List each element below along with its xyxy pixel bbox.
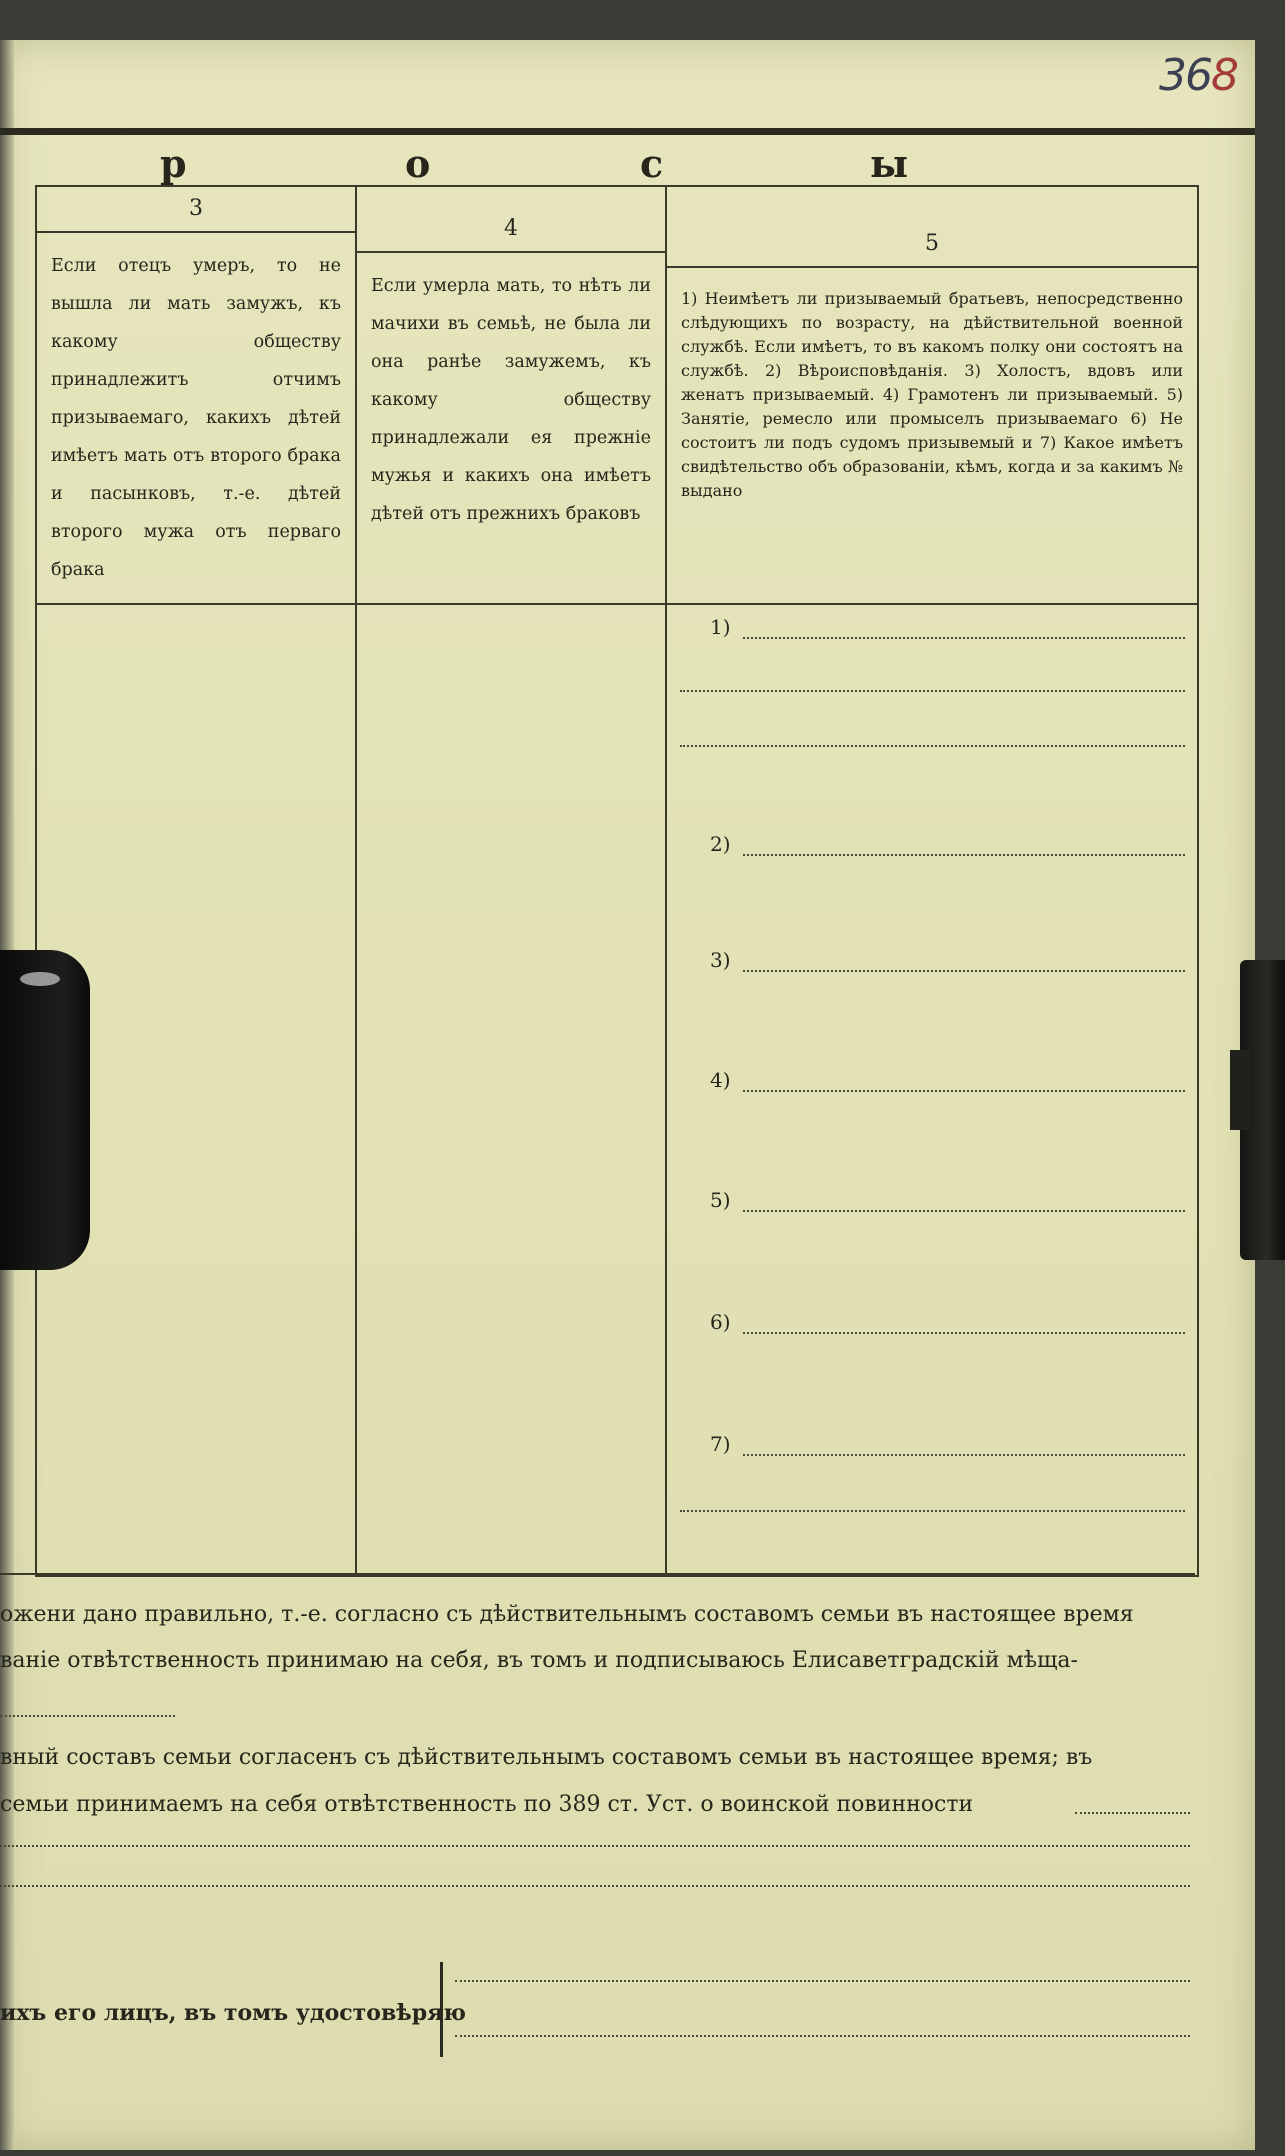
declaration-line-1: ожени дано правильно, т.-е. согласно съ дѣйствительнымъ составомъ семьи въ настоящее время	[0, 1602, 1134, 1627]
answer-label: 7)	[710, 1432, 731, 1456]
answer-line-3	[665, 948, 1185, 978]
answer-line-2	[665, 832, 1185, 862]
answer-dotted-line	[743, 637, 1185, 639]
page-number-prefix: 36	[1159, 50, 1211, 101]
answer-dotted-line	[743, 854, 1185, 856]
answer-dotted-line	[743, 1454, 1185, 1456]
column-4	[357, 187, 667, 1575]
dotted-line	[0, 1715, 175, 1717]
declaration-line-2: ваніе отвѣтственность принимаю на себя, въ томъ и подписываюсь Елисаветградскій мѣща-	[0, 1648, 1078, 1673]
signature-label: ихъ его лицъ, въ томъ удостовѣряю	[0, 2000, 466, 2026]
answer-label: 3)	[710, 948, 731, 972]
answer-label: 1)	[710, 615, 731, 639]
dotted-line	[1075, 1812, 1190, 1814]
binder-clip-left	[0, 950, 90, 1270]
answer-label: 2)	[710, 832, 731, 856]
heading-letter: р	[160, 141, 187, 186]
answer-dotted-line	[680, 1510, 1185, 1512]
column-5	[667, 187, 1197, 1575]
column-question: Если умерла мать, то нѣтъ ли мачихи въ семьѣ, не была ли она ранѣе замужемъ, къ какому обществу принадлежали ея прежніе мужья и какихъ она имѣетъ дѣтей отъ прежнихъ браковъ	[371, 276, 651, 524]
answer-label: 6)	[710, 1310, 731, 1334]
binder-clip-right	[1240, 960, 1285, 1260]
signature-dotted-line	[455, 2035, 1190, 2037]
declaration-line-4: семьи принимаемъ на себя отвѣтственность по 389 ст. Уст. о воинской повинности	[0, 1792, 974, 1817]
column-3	[37, 187, 357, 1575]
answer-label: 4)	[710, 1068, 731, 1092]
answer-dotted-line	[743, 1332, 1185, 1334]
declaration-line-3: вный составъ семьи согласенъ съ дѣйствительнымъ составомъ семьи въ настоящее время; въ	[0, 1745, 1093, 1770]
page-number-last-digit: 8	[1211, 50, 1237, 101]
clip-notch	[1230, 1050, 1250, 1130]
page-number	[1159, 50, 1237, 101]
answer-dotted-line	[680, 690, 1185, 692]
dotted-line	[0, 1885, 1190, 1887]
answer-dotted-line	[743, 970, 1185, 972]
answer-line-4	[665, 1068, 1185, 1098]
answer-line-7	[665, 1432, 1185, 1462]
table-bottom-rule	[0, 1573, 1195, 1575]
header-divider	[37, 603, 1197, 605]
column-question: 1) Неимѣетъ ли призываемый братьевъ, непосредственно слѣдующихъ по возрасту, на дѣйствительной военной службѣ. Если имѣетъ, то въ какомъ полку они состоятъ на службѣ. 2) Вѣроисповѣданія. 3) Холостъ, вдовъ или женатъ призываемый. 4) Грамотенъ ли призываемый. 5) Занятіе, ремесло или промыселъ призываемаго 6) Не состоитъ ли подъ судомъ призывемый и 7) Какое имѣетъ свидѣтельство объ образованіи, кѣмъ, когда и за какимъ № выдано	[681, 289, 1183, 500]
answer-line-1	[665, 615, 1185, 645]
answer-line-5	[665, 1188, 1185, 1218]
heading-letter: с	[640, 141, 664, 186]
dotted-line	[0, 1845, 1190, 1847]
heading-letter: ы	[870, 141, 909, 186]
questions-table	[35, 185, 1199, 1577]
column-number: 4	[357, 207, 665, 253]
answer-dotted-line	[680, 745, 1185, 747]
column-number: 5	[667, 222, 1197, 268]
answer-dotted-line	[743, 1090, 1185, 1092]
column-number: 3	[37, 187, 355, 233]
answer-line-6	[665, 1310, 1185, 1340]
clip-shine	[20, 972, 60, 986]
signature-dotted-line	[455, 1980, 1190, 1982]
answer-label: 5)	[710, 1188, 731, 1212]
answer-dotted-line	[743, 1210, 1185, 1212]
heading-letter: о	[405, 141, 431, 186]
column-question: Если отецъ умеръ, то не вышла ли мать замужъ, къ какому обществу принадлежитъ отчимъ призываемаго, какихъ дѣтей имѣетъ мать отъ второго брака и пасынковъ, т.-е. дѣтей второго мужа отъ перваго брака	[51, 256, 341, 580]
